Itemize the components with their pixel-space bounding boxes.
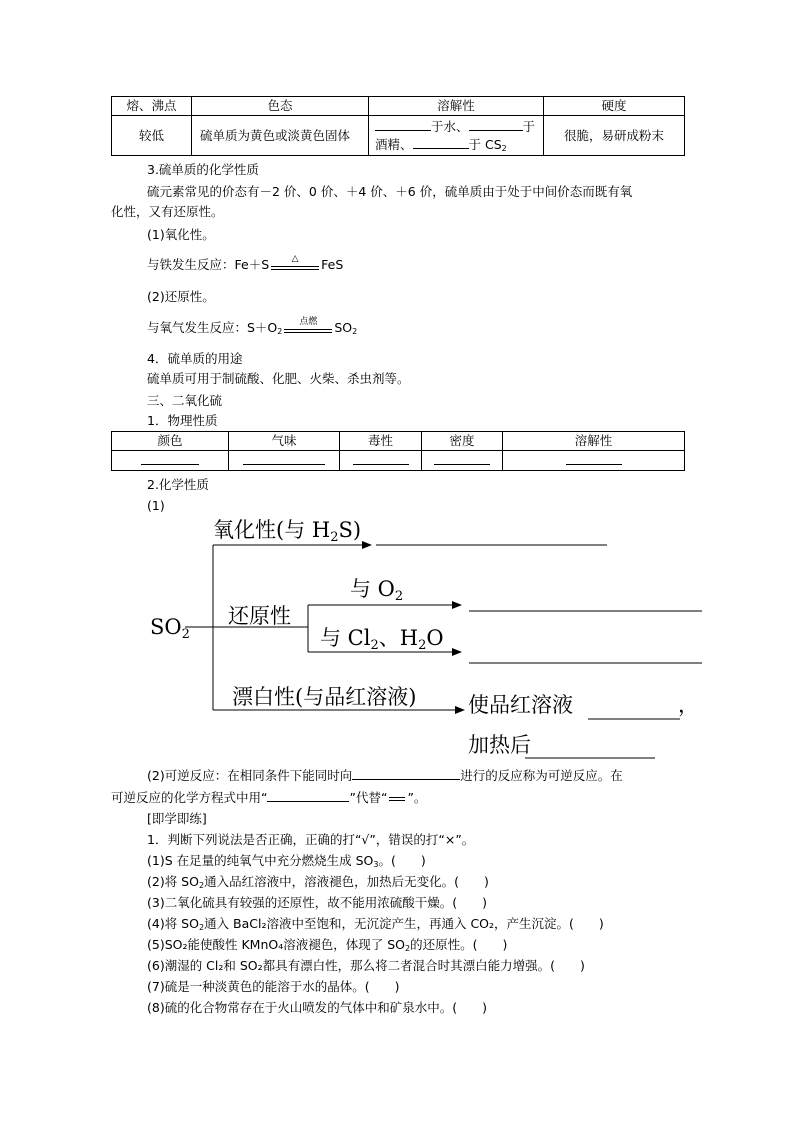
equals-sign: △: [269, 257, 321, 275]
blank-field[interactable]: [141, 452, 199, 465]
cell-hardness: 很脆，易研成粉末: [544, 116, 685, 156]
table-header-row: [112, 432, 685, 451]
oxidation-label: 氧化性(与 $H_2S$): [213, 518, 362, 545]
question-intro: 1．判断下列说法是否正确，正确的打“√”，错误的打“×”。: [147, 832, 475, 847]
list-item: (1)S 在足量的纯氧气中充分燃烧生成 $SO_3$。( ): [147, 853, 426, 869]
blank-field[interactable]: [353, 452, 409, 465]
blank-field[interactable]: [469, 118, 523, 131]
arrow-icon: [455, 706, 465, 714]
table-header-row: [112, 97, 685, 116]
part-title: 三、二氧化硫: [147, 393, 223, 408]
equation-s-o2: 与氧气发生反应：$S+O_2$ 点燃 $SO_2$: [147, 316, 358, 336]
paragraph: 硫元素常见的价态有－2 价、0 价、＋4 价、＋6 价，硫单质由于处于中间价态而既有氧: [147, 184, 633, 199]
section-title: 3.硫单质的化学性质: [147, 162, 259, 177]
cell-color: 硫单质为黄色或淡黄色固体: [192, 116, 369, 156]
make-label: 使品红溶液: [468, 693, 573, 717]
paragraph: 硫单质可用于制硫酸、化肥、火柴、杀虫剂等。: [147, 371, 410, 386]
header-toxicity: 毒性: [340, 432, 422, 451]
paragraph: 化性，又有还原性。: [111, 204, 224, 219]
header-color: 色态: [192, 97, 369, 116]
arrow-icon: [362, 541, 372, 549]
arrow-icon: [452, 601, 462, 609]
equation-fe-s: 与铁发生反应：Fe＋S △ FeS: [147, 256, 343, 275]
subheading: (1)氧化性。: [147, 227, 215, 242]
list-item: (8)硫的化合物常存在于火山喷发的气体中和矿泉水中。( ): [147, 1000, 487, 1015]
list-item: (2)将 $SO_2$通入品红溶液中，溶液褪色，加热后无变化。( ): [147, 874, 489, 890]
header-hardness: 硬度: [544, 97, 685, 116]
arrow-icon: [452, 648, 462, 656]
list-item: (6)潮湿的 Cl₂和 SO₂都具有漂白性，那么将二者混合时其漂白能力增强。( ): [147, 958, 585, 973]
blank-field[interactable]: [352, 767, 460, 780]
item-label: (1): [147, 498, 165, 513]
blank-field[interactable]: [243, 452, 325, 465]
heat-label: 加热后: [468, 733, 531, 757]
header-density: 密度: [422, 432, 503, 451]
cell-solubility: 于水、 于 酒精、 于 $CS_2$: [369, 116, 544, 156]
blank-field[interactable]: [413, 136, 469, 149]
list-item: (3)二氧化硫具有较强的还原性，故不能用浓硫酸干燥。( ): [147, 895, 487, 910]
with-o2-label: 与 $O_2$: [350, 577, 404, 604]
paragraph: 可逆反应的化学方程式中用“ ”代替“ ”。: [111, 790, 427, 805]
header-odor: 气味: [229, 432, 340, 451]
section-title: 4．硫单质的用途: [147, 351, 243, 366]
equals-sign: 点燃: [282, 320, 334, 338]
paragraph: (2)可逆反应：在相同条件下能同时向 进行的反应称为可逆反应。在: [147, 768, 623, 783]
section-title: [即学即练]: [147, 811, 207, 826]
blank-field[interactable]: [375, 118, 431, 131]
section-title: 1．物理性质: [147, 413, 218, 428]
so2-properties-table: [111, 431, 685, 471]
table-row: [112, 451, 685, 471]
header-solubility: 溶解性: [503, 432, 685, 451]
reduction-label: 还原性: [228, 604, 291, 628]
list-item: (5)SO₂能使酸性 KMnO₄溶液褪色，体现了 $SO_2$的还原性。( ): [147, 937, 508, 953]
sulfur-properties-table: [111, 96, 685, 156]
header-solubility: 溶解性: [369, 97, 544, 116]
blank-field[interactable]: [566, 452, 622, 465]
cell-melt: 较低: [112, 116, 192, 156]
list-item: (7)硫是一种淡黄色的能溶于水的晶体。( ): [147, 979, 400, 994]
with-cl2-label: 与 $Cl_2$、$H_2O$: [320, 626, 444, 653]
blank-field[interactable]: [434, 452, 490, 465]
subheading: (2)还原性。: [147, 289, 215, 304]
comma: ，: [678, 693, 699, 717]
bleach-label: 漂白性(与品红溶液): [232, 685, 417, 709]
header-color: 颜色: [112, 432, 229, 451]
equals-sign: [387, 794, 407, 804]
blank-field[interactable]: [267, 789, 349, 802]
section-title: 2.化学性质: [147, 477, 209, 492]
table-row: [112, 116, 685, 156]
list-item: (4)将 $SO_2$通入 BaCl₂溶液中至饱和，无沉淀产生，再通入 CO₂，产生沉淀。( ): [147, 916, 604, 932]
so2-label: $SO_2$: [150, 615, 190, 642]
header-melt: 熔、沸点: [112, 97, 192, 116]
